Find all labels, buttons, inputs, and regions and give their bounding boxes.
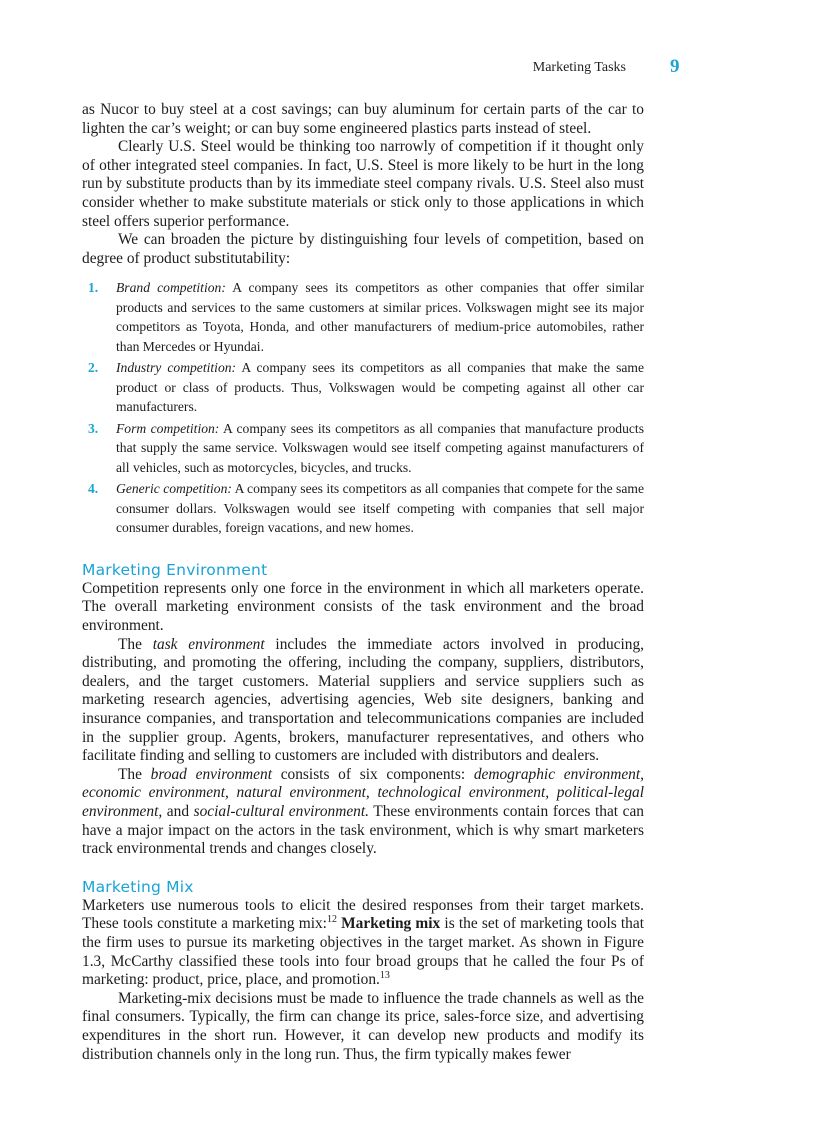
page-number: 9	[670, 56, 680, 77]
competition-levels-list	[82, 278, 644, 538]
environment-paragraph-2: The task environment includes the immediate actors involved in producing, distributing, and promoting the offering, including the company, suppliers, distributors, dealers, and the target customers. Material suppliers and service suppliers such as marketing research agencies, advertising agencies, Web site designers, banking and insurance companies, and transportation and telecommunications companies are included in the supplier group. Agents, brokers, manufacturer representatives, and others who facilitate finding and selling to customers are included with distributors and dealers.	[82, 635, 644, 765]
list-term: Form competition:	[116, 420, 220, 436]
list-item	[88, 358, 644, 417]
page-body	[82, 101, 644, 1064]
list-number: 2.	[88, 360, 99, 376]
list-term: Brand competition:	[116, 280, 226, 296]
list-item	[88, 278, 644, 356]
list-number: 4.	[88, 481, 99, 497]
footnote-ref-13: 13	[379, 970, 390, 982]
intro-paragraph-2: Clearly U.S. Steel would be thinking too narrowly of competition if it thought only of other integrated steel companies. In fact, U.S. Steel is more likely to be hurt in the long run by substitute products than by its immediate steel company rivals. U.S. Steel also must consider whether to make substitute materials or stick only to those applications in which steel offers superior performance.	[82, 138, 644, 230]
mix-paragraph-1: Marketers use numerous tools to elicit the desired responses from their target markets. These tools constitute a marketing mix:$^{12}$ Marketing mix is the set of marketing tools that the firm uses to pursue its marketing objectives in the target market. As shown in Figure 1.3, McCarthy classified these tools into four broad groups that he called the four Ps of marketing: product, price, place, and promotion.$^{13}$	[82, 896, 644, 989]
list-term: Industry competition:	[116, 360, 237, 376]
term-marketing-mix: Marketing mix	[341, 915, 441, 933]
environment-components: demographic environment, economic environment, natural environment, technological environment, political-legal environment,	[82, 765, 644, 820]
list-item	[88, 479, 644, 538]
list-text: A company sees its competitors as all companies that manufacture products that supply the same service. Volkswagen would see itself competing against manufacturers of all vehicles, such as motorcycles, bicycles, and trucks.	[116, 420, 644, 475]
list-item	[88, 419, 644, 478]
intro-paragraph-1: as Nucor to buy steel at a cost savings; can buy aluminum for certain parts of the car to lighten the car’s weight; or can buy some engineered plastics parts instead of steel.	[82, 101, 644, 137]
list-text: A company sees its competitors as all companies that make the same product or class of products. Thus, Volkswagen would be competing against all other car manufacturers.	[116, 360, 644, 415]
environment-component-last: social-cultural environment.	[193, 802, 369, 820]
term-broad-environment: broad environment	[150, 765, 272, 783]
footnote-ref-12: 12	[326, 914, 337, 926]
section-heading-marketing-mix: Marketing Mix	[82, 877, 194, 896]
running-head: Marketing Tasks	[532, 60, 626, 75]
intro-paragraph-3: We can broaden the picture by distinguishing four levels of competition, based on degree of product substitutability:	[82, 231, 644, 267]
list-term: Generic competition:	[116, 481, 232, 497]
list-number: 3.	[88, 420, 99, 436]
list-text: A company sees its competitors as other companies that offer similar products and services to the same customers at similar prices. Volkswagen might see its major competitors as Toyota, Honda, and other manufacturers of medium-price automobiles, rather than Mercedes or Hyundai.	[116, 280, 644, 354]
list-number: 1.	[88, 280, 99, 296]
term-task-environment: task environment	[152, 635, 265, 653]
environment-paragraph-3: The broad environment consists of six components: demographic environment, economic environment, natural environment, technological environment, political-legal environment, and social-cultural environment. These environments contain forces that can have a major impact on the actors in the task environment, which is why smart marketers track environmental trends and changes closely.	[82, 765, 644, 858]
list-text: A company sees its competitors as all companies that compete for the same consumer dollars. Volkswagen would see itself competing with companies that sell major consumer durables, foreign vacations, and new homes.	[116, 481, 644, 536]
environment-paragraph-1: Competition represents only one force in the environment in which all marketers operate. The overall marketing environment consists of the task environment and the broad environment.	[82, 579, 644, 635]
mix-paragraph-2: Marketing-mix decisions must be made to influence the trade channels as well as the final consumers. Typically, the firm can change its price, sales-force size, and advertising expenditures in the short run. However, it can develop new products and modify its distribution channels only in the long run. Thus, the firm typically makes fewer	[82, 989, 644, 1063]
section-heading-marketing-environment: Marketing Environment	[82, 560, 268, 579]
